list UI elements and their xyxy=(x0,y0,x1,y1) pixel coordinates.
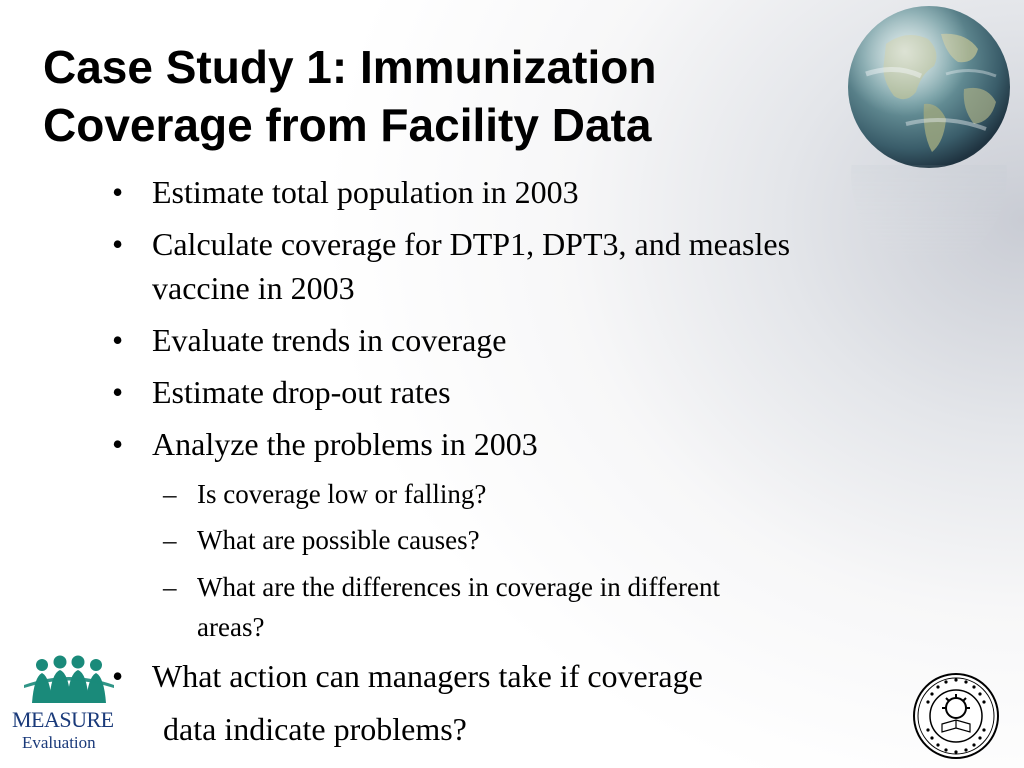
sub-bullet-item-continuation: areas? xyxy=(197,612,265,642)
sub-bullet-item: Is coverage low or falling? xyxy=(197,479,487,509)
bullet-marker: • xyxy=(112,374,124,410)
bullet-item: Estimate total population in 2003 xyxy=(152,174,579,210)
sub-bullet-marker: – xyxy=(163,525,177,555)
measure-evaluation-logo xyxy=(10,655,120,760)
slide-title-line-1: Case Study 1: Immunization xyxy=(43,41,657,93)
bullet-marker: • xyxy=(112,426,124,462)
sub-bullet-item: What are possible causes? xyxy=(197,525,480,555)
slide-title-line-2: Coverage from Facility Data xyxy=(43,99,652,151)
university-seal-icon xyxy=(912,672,1000,760)
sub-bullet-marker: – xyxy=(163,572,177,602)
sub-bullet-item: What are the differences in coverage in different xyxy=(197,572,720,602)
measure-wordmark: MEASURE xyxy=(12,707,114,732)
evaluation-wordmark: Evaluation xyxy=(22,733,96,752)
bullet-marker: • xyxy=(112,658,124,694)
bullet-item: Estimate drop-out rates xyxy=(152,374,451,410)
bullet-item-continuation: data indicate problems? xyxy=(163,711,467,747)
bullet-item: Analyze the problems in 2003 xyxy=(152,426,538,462)
bullet-item: Evaluate trends in coverage xyxy=(152,322,507,358)
sub-bullet-marker: – xyxy=(163,479,177,509)
bullet-item-continuation: vaccine in 2003 xyxy=(152,270,355,306)
bullet-item: What action can managers take if coverage xyxy=(152,658,703,694)
bullet-marker: • xyxy=(112,174,124,210)
bullet-item: Calculate coverage for DTP1, DPT3, and measles xyxy=(152,226,791,262)
bullet-marker: • xyxy=(112,226,124,262)
people-figures-icon xyxy=(22,655,122,707)
bullet-marker: • xyxy=(112,322,124,358)
